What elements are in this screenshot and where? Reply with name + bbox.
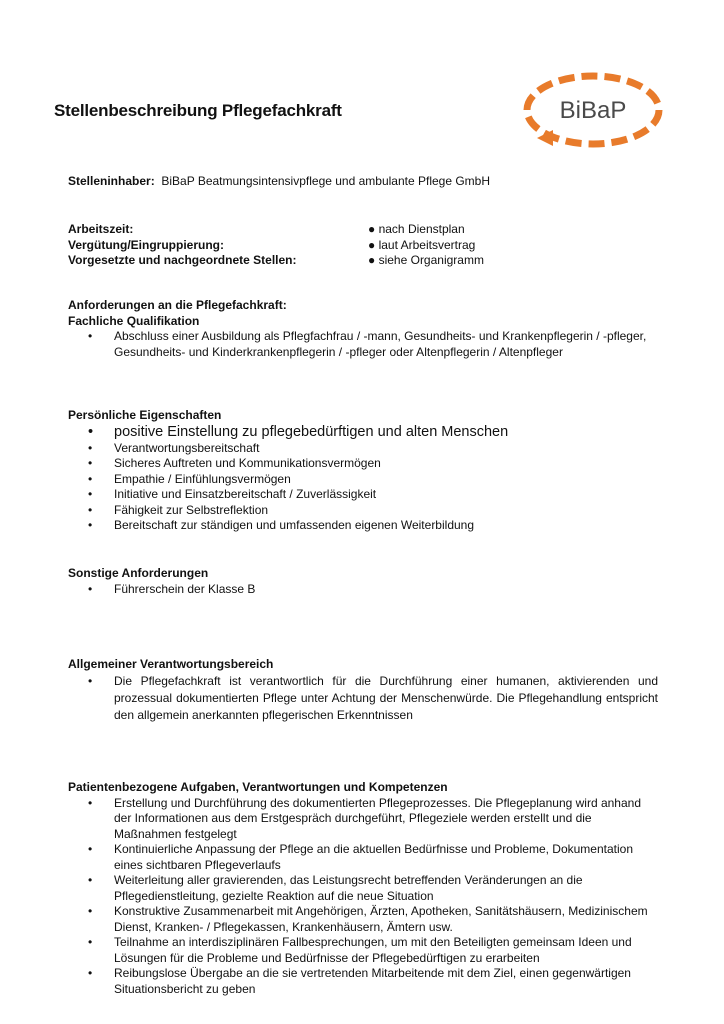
- requirements-heading: Anforderungen an die Pflegefachkraft:: [68, 298, 287, 312]
- list-item: • Kontinuierliche Anpassung der Pflege an die aktuellen Bedürfnisse und Probleme, Dokumentation eines sichtbaren Pflegeverlaufs: [68, 842, 658, 873]
- holder-line: [68, 174, 658, 190]
- personal-section: [68, 408, 658, 534]
- info-value: ● laut Arbeitsvertrag: [368, 237, 476, 252]
- patient-section: [68, 780, 658, 997]
- list-item: • Konstruktive Zusammenarbeit mit Angehörigen, Ärzten, Apotheken, Sanitätshäusern, Medizinischem Dienst, Kranken- / Pflegekassen, Krankenhäusern, Ämtern usw.: [68, 904, 658, 935]
- other-heading: Sonstige Anforderungen: [68, 566, 209, 580]
- info-table: [68, 222, 658, 269]
- other-section: [68, 566, 658, 597]
- list-item: • Verantwortungsbereitschaft: [68, 441, 658, 457]
- requirements-subheading: Fachliche Qualifikation: [68, 313, 200, 328]
- list-item: • Abschluss einer Ausbildung als Pflegfachfrau / -mann, Gesundheits- und Krankenpflegerin / -pfleger, Gesundheits- und Kinderkrankenpflegerin / -pfleger oder Altenpflegerin / Altenpfleger: [68, 329, 658, 360]
- holder-value: BiBaP Beatmungsintensivpflege und ambulante Pflege GmbH: [161, 174, 491, 188]
- info-label: Vorgesetzte und nachgeordnete Stellen:: [68, 253, 297, 267]
- patient-heading: Patientenbezogene Aufgaben, Verantwortungen und Kompetenzen: [68, 780, 448, 794]
- list-item: • Erstellung und Durchführung des dokumentierten Pflegeprozesses. Die Pflegeplanung wird anhand der Informationen aus dem Erstgespräch durchgeführt, Pflegeziele werden erstellt und die Maßnahmen festgelegt: [68, 796, 658, 843]
- general-list: [68, 673, 658, 724]
- general-section: [68, 657, 658, 724]
- list-item: • Sicheres Auftreten und Kommunikationsvermögen: [68, 456, 658, 472]
- info-label: Arbeitszeit:: [68, 222, 134, 236]
- list-item: • Initiative und Einsatzbereitschaft / Zuverlässigkeit: [68, 487, 658, 503]
- list-item: • Die Pflegefachkraft ist verantwortlich für die Durchführung einer humanen, aktivierenden und prozessual dokumentierten Pflege unter Achtung der Menschenwürde. Die Pflegehandlung entspricht den allgemein anerkannten pflegerischen Erkenntnissen: [68, 673, 658, 724]
- list-item: • Teilnahme an interdisziplinären Fallbesprechungen, um mit den Beteiligten gemeinsam Ideen und Lösungen für die Probleme und Bedürfnisse der Pflegebedürftigen zu erarbeiten: [68, 935, 658, 966]
- info-row: [68, 238, 658, 254]
- personal-heading: Persönliche Eigenschaften: [68, 408, 222, 422]
- info-label: Vergütung/Eingruppierung:: [68, 237, 224, 252]
- other-list: [68, 582, 658, 598]
- logo-text: BiBaP: [559, 97, 627, 124]
- general-heading: Allgemeiner Verantwortungsbereich: [68, 657, 274, 671]
- info-value: ● siehe Organigramm: [368, 253, 484, 267]
- bibap-logo: [519, 68, 667, 152]
- list-item: • positive Einstellung zu pflegebedürftigen und alten Menschen: [68, 424, 658, 441]
- info-value: ● nach Dienstplan: [368, 222, 465, 236]
- personal-list: [68, 424, 658, 534]
- list-item: • Empathie / Einfühlungsvermögen: [68, 472, 658, 488]
- info-row: [68, 253, 658, 269]
- requirements-section: [68, 298, 658, 360]
- holder-label: Stelleninhaber:: [68, 174, 155, 188]
- list-item: • Weiterleitung aller gravierenden, das Leistungsrecht betreffenden Veränderungen an die Pflegedienstleitung, gezielte Reaktion auf die neue Situation: [68, 873, 658, 904]
- page-title: Stellenbeschreibung Pflegefachkraft: [54, 101, 342, 120]
- info-row: [68, 222, 658, 238]
- list-item: • Fähigkeit zur Selbstreflektion: [68, 503, 658, 519]
- list-item: • Führerschein der Klasse B: [68, 582, 658, 598]
- patient-list: [68, 796, 658, 998]
- list-item: • Bereitschaft zur ständigen und umfassenden eigenen Weiterbildung: [68, 518, 658, 534]
- list-item: • Reibungslose Übergabe an die sie vertretenden Mitarbeitende mit dem Ziel, einen gegenwärtigen Situationsbericht zu geben: [68, 966, 658, 997]
- requirements-list: [68, 329, 658, 360]
